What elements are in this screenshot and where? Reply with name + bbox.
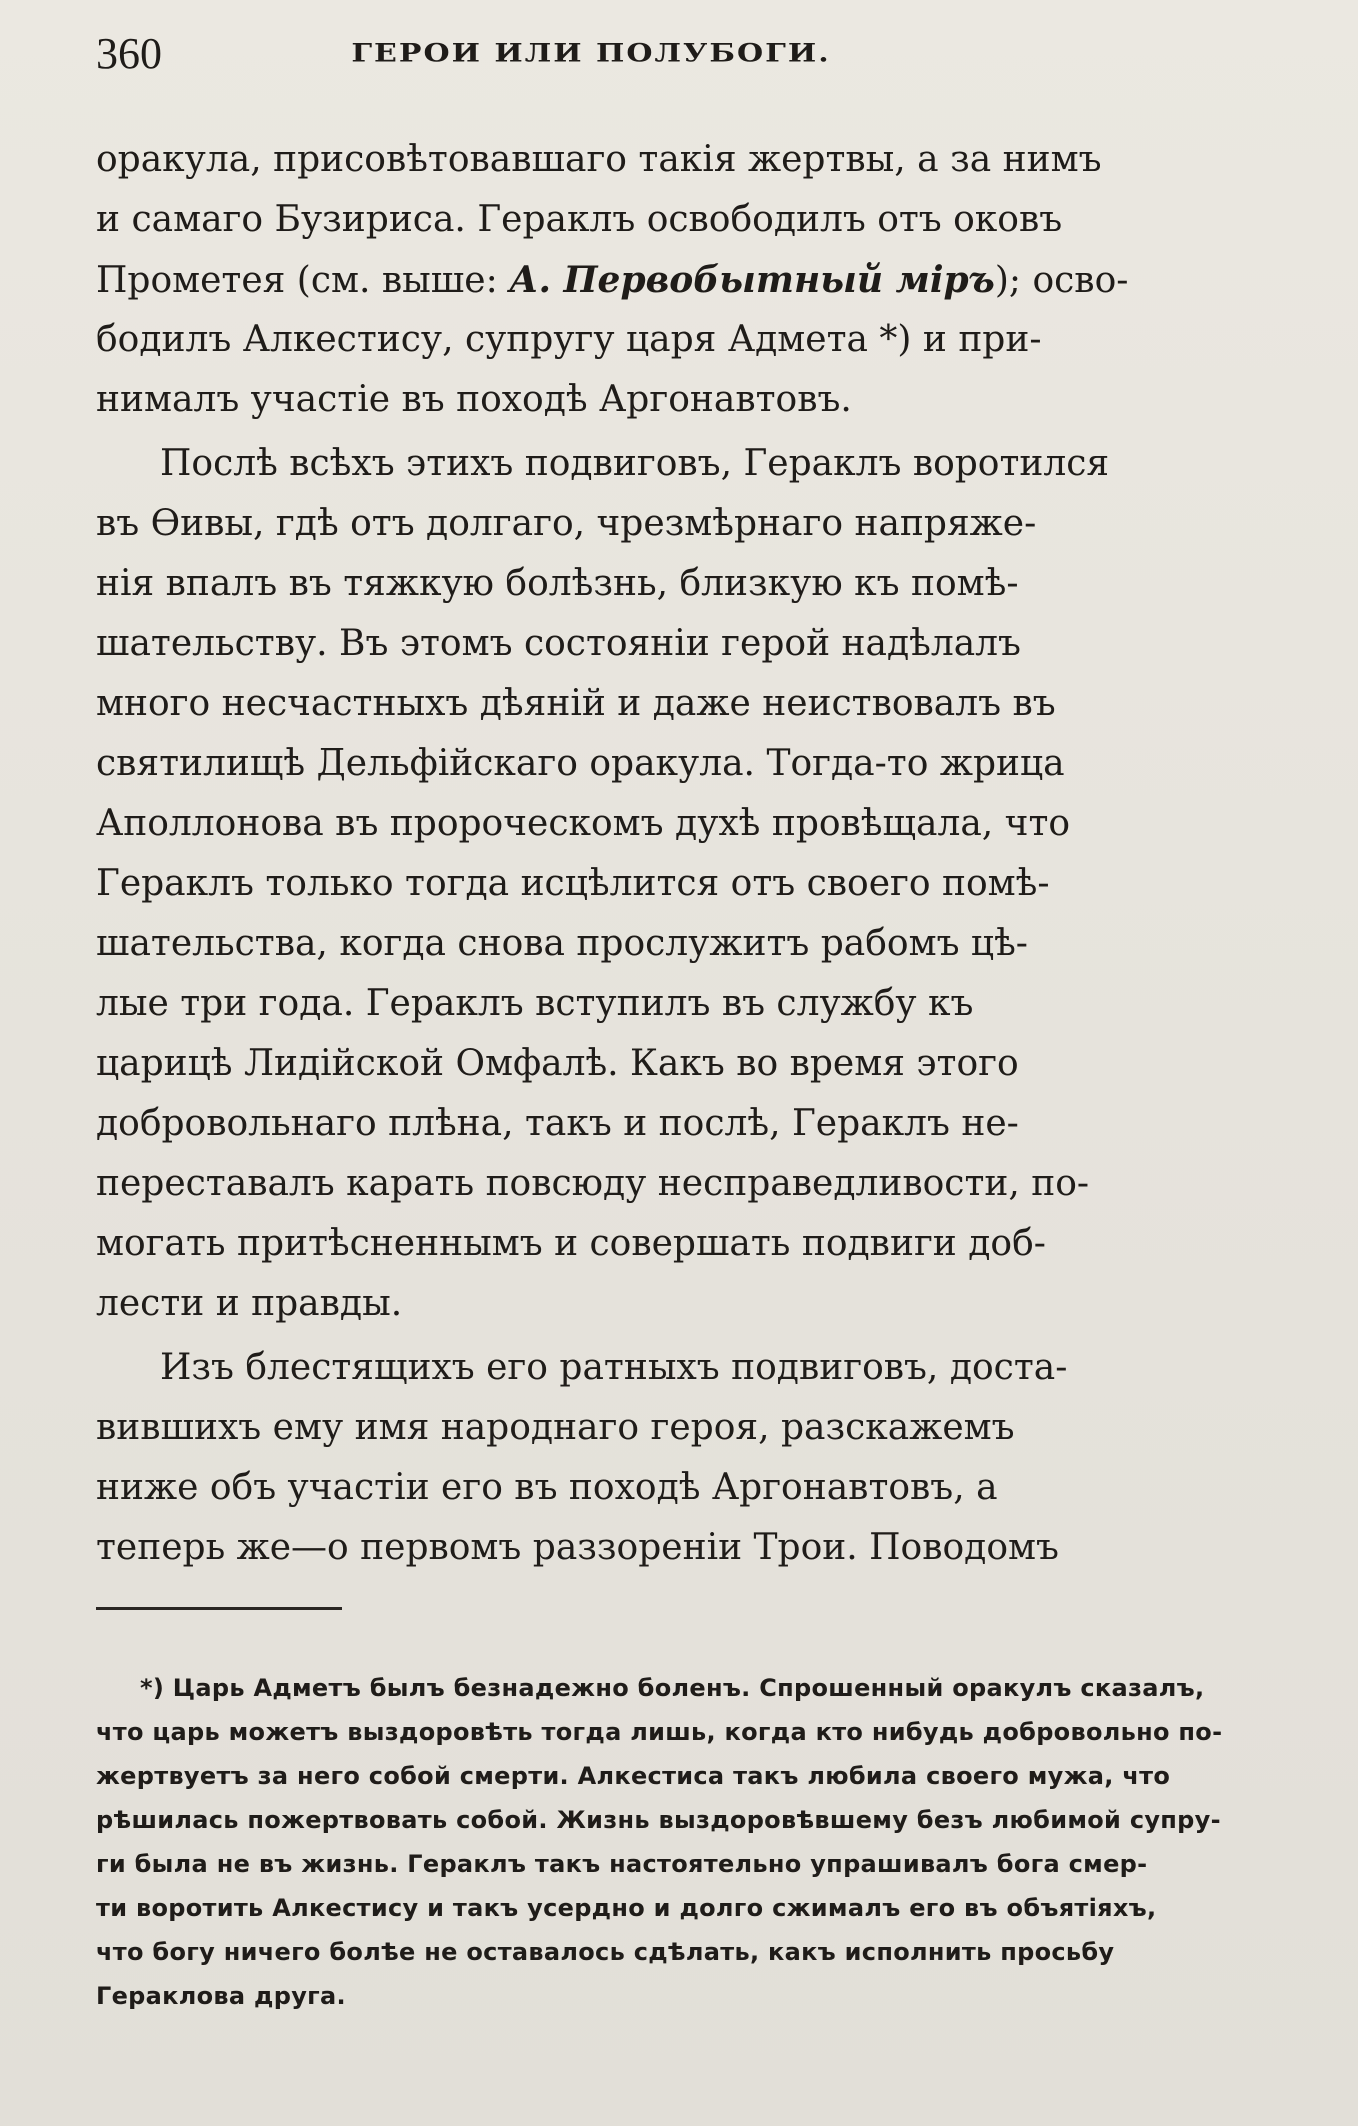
footnote (96, 1666, 1296, 2018)
text-line: могать притѣсненнымъ и совершать подвиги доб- (96, 1223, 1046, 1264)
text-line: шательству. Въ этомъ состояніи герой надѣлалъ (96, 623, 1021, 664)
text-line: ниже объ участіи его въ походѣ Аргонавтовъ, а (96, 1467, 998, 1508)
text-line: лые три года. Гераклъ вступилъ въ службу къ (96, 983, 974, 1024)
footnote-divider (96, 1607, 342, 1610)
italic-reference: А. Первобытный міръ (509, 259, 995, 301)
text-line: Гераклъ только тогда исцѣлится отъ своего помѣ- (96, 863, 1050, 904)
footnote-line: жертвуетъ за него собой смерти. Алкестиса такъ любила своего мужа, что (96, 1762, 1171, 1790)
text-line: бодилъ Алкестису, супругу царя Адмета *) и при- (96, 319, 1042, 360)
text-line: оракула, присовѣтовавшаго такія жертвы, а за нимъ (96, 139, 1102, 180)
text-line: Аполлонова въ пророческомъ духѣ провѣщала, что (96, 803, 1071, 844)
footnote-line: что богу ничего болѣе не оставалось сдѣлать, какъ исполнить просьбу (96, 1938, 1115, 1966)
footnote-line: *) Царь Адметъ былъ безнадежно боленъ. Спрошенный оракулъ сказалъ, (140, 1674, 1205, 1702)
text-line: и самаго Бузириса. Гераклъ освободилъ отъ оковъ (96, 199, 1063, 240)
text-line-start: Прометея (см. выше: (96, 260, 510, 301)
text-line: теперь же—о первомъ раззореніи Трои. Поводомъ (96, 1527, 1059, 1568)
footnote-line: ти воротить Алкестису и такъ усердно и долго сжималъ его въ объятіяхъ, (96, 1894, 1157, 1922)
text-line: царицѣ Лидійской Омфалѣ. Какъ во время этого (96, 1043, 1019, 1084)
footnote-line: рѣшилась пожертвовать собой. Жизнь выздоровѣвшему безъ любимой супру- (96, 1806, 1221, 1834)
text-line: шательства, когда снова прослужитъ рабомъ цѣ- (96, 923, 1028, 964)
text-line: добровольнаго плѣна, такъ и послѣ, Гераклъ не- (96, 1103, 1019, 1144)
text-line: переставалъ карать повсюду несправедливости, по- (96, 1163, 1090, 1204)
body-text (96, 130, 1286, 1578)
text-line-end: ); осво- (994, 260, 1129, 301)
text-line: много несчастныхъ дѣяній и даже неиствовалъ въ (96, 683, 1056, 724)
footnote-line: ги была не въ жизнь. Гераклъ такъ настоятельно упрашивалъ бога смер- (96, 1850, 1148, 1878)
text-line: въ Ѳивы, гдѣ отъ долгаго, чрезмѣрнаго напряже- (96, 503, 1037, 544)
text-line: нія впалъ въ тяжкую болѣзнь, близкую къ помѣ- (96, 563, 1019, 604)
text-line: нималъ участіе въ походѣ Аргонавтовъ. (96, 379, 852, 420)
text-line: святилищѣ Дельфійскаго оракула. Тогда-то жрица (96, 743, 1065, 784)
text-line (96, 250, 1286, 310)
text-line: лести и правды. (96, 1283, 403, 1324)
footnote-line: Гераклова друга. (96, 1982, 346, 2010)
running-title: ГЕРОИ ИЛИ ПОЛУБОГИ. (351, 38, 831, 69)
text-line: вившихъ ему имя народнаго героя, разскажемъ (96, 1407, 1015, 1448)
running-head (96, 22, 1286, 84)
text-line: Послѣ всѣхъ этихъ подвиговъ, Гераклъ воротился (160, 443, 1110, 484)
text-line: Изъ блестящихъ его ратныхъ подвиговъ, доста- (160, 1347, 1068, 1388)
footnote-line: что царь можетъ выздоровѣть тогда лишь, когда кто нибудь добровольно по- (96, 1718, 1223, 1746)
page-number: 360 (96, 29, 162, 78)
